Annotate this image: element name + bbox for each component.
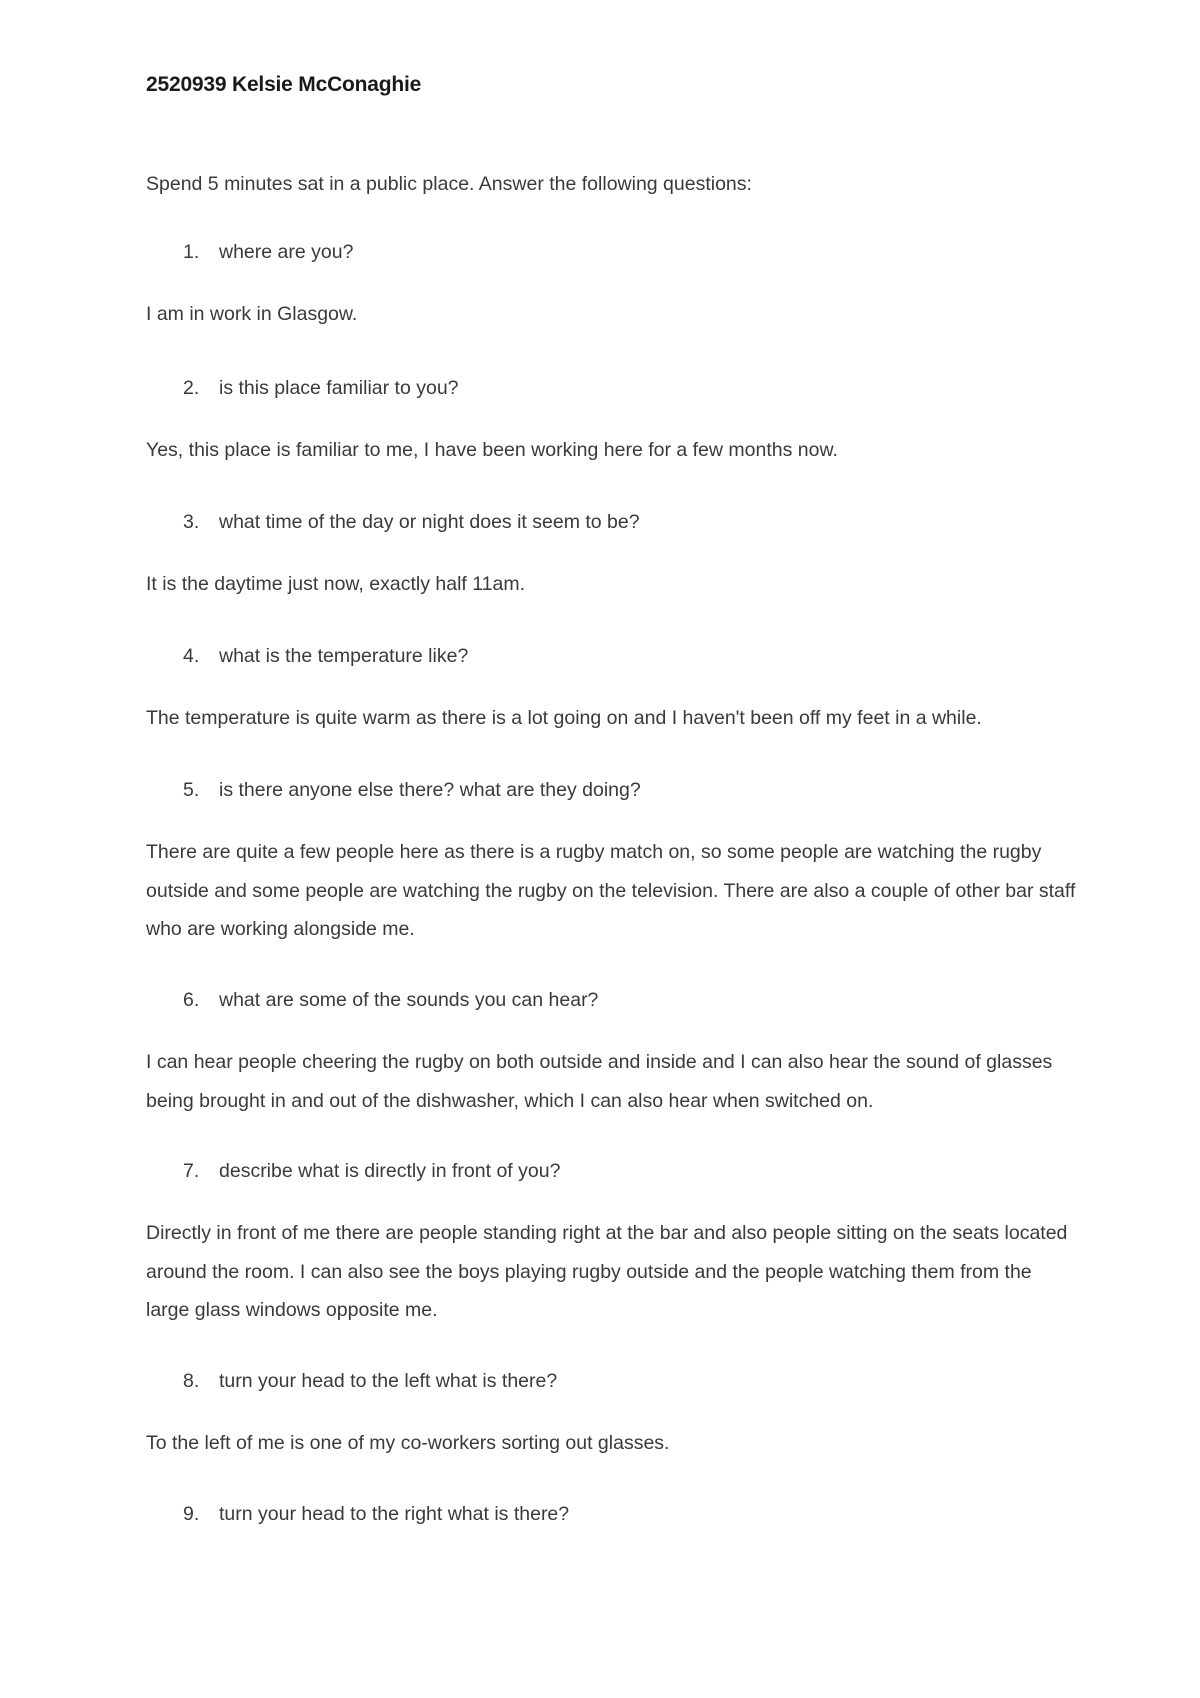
- question-text: what are some of the sounds you can hear?: [219, 989, 599, 1011]
- answer-8: To the left of me is one of my co-workers sorting out glasses.: [146, 1432, 670, 1454]
- question-4: [146, 642, 1076, 670]
- question-number: 2.: [183, 377, 200, 399]
- question-text: is this place familiar to you?: [219, 377, 459, 399]
- instructions-text: Spend 5 minutes sat in a public place. Answer the following questions:: [146, 173, 752, 195]
- question-number: 9.: [183, 1503, 200, 1525]
- question-7: [146, 1157, 1076, 1185]
- qa-item-9: [146, 1500, 1076, 1557]
- qa-item-8: [146, 1367, 1076, 1463]
- qa-item-6: [146, 986, 1076, 1120]
- question-number: 6.: [183, 989, 200, 1011]
- question-number: 4.: [183, 645, 200, 667]
- question-number: 1.: [183, 241, 200, 263]
- qa-item-7: [146, 1157, 1076, 1330]
- answer-1: I am in work in Glasgow.: [146, 303, 358, 325]
- question-8: [146, 1367, 1076, 1395]
- question-text: turn your head to the left what is there?: [219, 1370, 558, 1392]
- qa-item-2: [146, 374, 1076, 470]
- answer-3: It is the daytime just now, exactly half 11am.: [146, 573, 525, 595]
- answer-2: Yes, this place is familiar to me, I have been working here for a few months now.: [146, 439, 838, 461]
- question-text: what time of the day or night does it seem to be?: [219, 511, 640, 533]
- question-number: 3.: [183, 511, 200, 533]
- question-3: [146, 508, 1076, 536]
- question-2: [146, 374, 1076, 402]
- question-1: [146, 238, 1076, 266]
- qa-item-5: [146, 776, 1076, 949]
- qa-item-3: [146, 508, 1076, 604]
- question-number: 7.: [183, 1160, 200, 1182]
- question-9: [146, 1500, 1076, 1528]
- question-text: is there anyone else there? what are they doing?: [219, 779, 641, 801]
- question-text: turn your head to the right what is there?: [219, 1503, 570, 1525]
- answer-7: Directly in front of me there are people standing right at the bar and also people sitting on the seats located around the room. I can also see the boys playing rugby outside and the people watching them from the large glass windows opposite me.: [146, 1222, 1068, 1321]
- document-title: 2520939 Kelsie McConaghie: [146, 73, 422, 96]
- answer-5: There are quite a few people here as there is a rugby match on, so some people are watching the rugby outside and some people are watching the rugby on the television. There are also a couple of other bar staff who are working alongside me.: [146, 841, 1076, 940]
- question-5: [146, 776, 1076, 804]
- question-6: [146, 986, 1076, 1014]
- question-number: 5.: [183, 779, 200, 801]
- qa-item-4: [146, 642, 1076, 738]
- answer-4: The temperature is quite warm as there is a lot going on and I haven't been off my feet in a while.: [146, 707, 982, 729]
- qa-item-1: [146, 238, 1076, 334]
- question-text: describe what is directly in front of you?: [219, 1160, 561, 1182]
- question-number: 8.: [183, 1370, 200, 1392]
- question-text: where are you?: [219, 241, 354, 263]
- question-text: what is the temperature like?: [219, 645, 469, 667]
- answer-6: I can hear people cheering the rugby on both outside and inside and I can also hear the sound of glasses being brought in and out of the dishwasher, which I can also hear when switched on.: [146, 1051, 1053, 1112]
